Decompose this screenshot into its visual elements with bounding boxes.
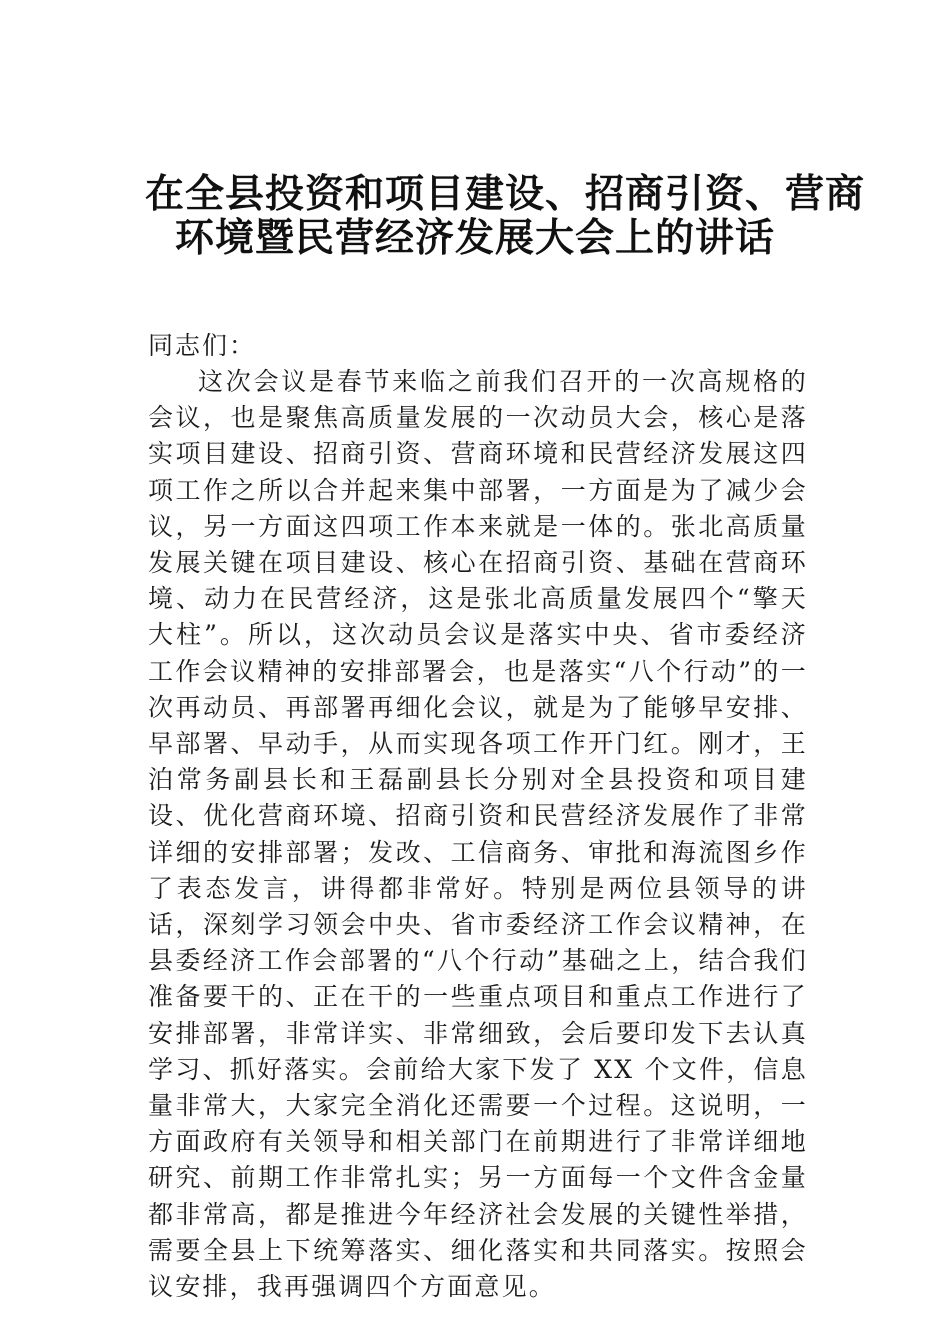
salutation: 同志们：: [148, 331, 257, 360]
document-title-line-2: 环境暨民营经济发展大会上的讲话: [174, 215, 775, 261]
document-title-line-1: 在全县投资和项目建设、招商引资、营商: [145, 171, 866, 217]
body-paragraph: 这次会议是春节来临之前我们召开的一次高规格的会议，也是聚焦高质量发展的一次动员大会，核心是落实项目建设、招商引资、营商环境和民营经济发展这四项工作之所以合并起来集中部署，一方面是为了减少会议，另一方面这四项工作本来就是一体的。张北高质量发展关键在项目建设、核心在招商引资、基础在营商环境、动力在民营经济，这是张北高质量发展四个“擎天大柱”。所以，这次动员会议是落实中央、省市委经济工作会议精神的安排部署会，也是落实“八个行动”的一次再动员、再部署再细化会议，就是为了能够早安排、早部署、早动手，从而实现各项工作开门红。刚才，王泊常务副县长和王磊副县长分别对全县投资和项目建设、优化营商环境、招商引资和民营经济发展作了非常详细的安排部署；发改、工信商务、审批和海流图乡作了表态发言，讲得都非常好。特别是两位县领导的讲话，深刻学习领会中央、省市委经济工作会议精神，在县委经济工作会部署的“八个行动”基础之上，结合我们准备要干的、正在干的一些重点项目和重点工作进行了安排部署，非常详实、非常细致，会后要印发下去认真学习、抓好落实。会前给大家下发了 XX 个文件，信息量非常大，大家完全消化还需要一个过程。这说明，一方面政府有关领导和相关部门在前期进行了非常详细地研究、前期工作非常扎实；另一方面每一个文件含金量都非常高，都是推进今年经济社会发展的关键性举措，需要全县上下统筹落实、细化落实和共同落实。按照会议安排，我再强调四个方面意见。: [148, 367, 808, 1302]
